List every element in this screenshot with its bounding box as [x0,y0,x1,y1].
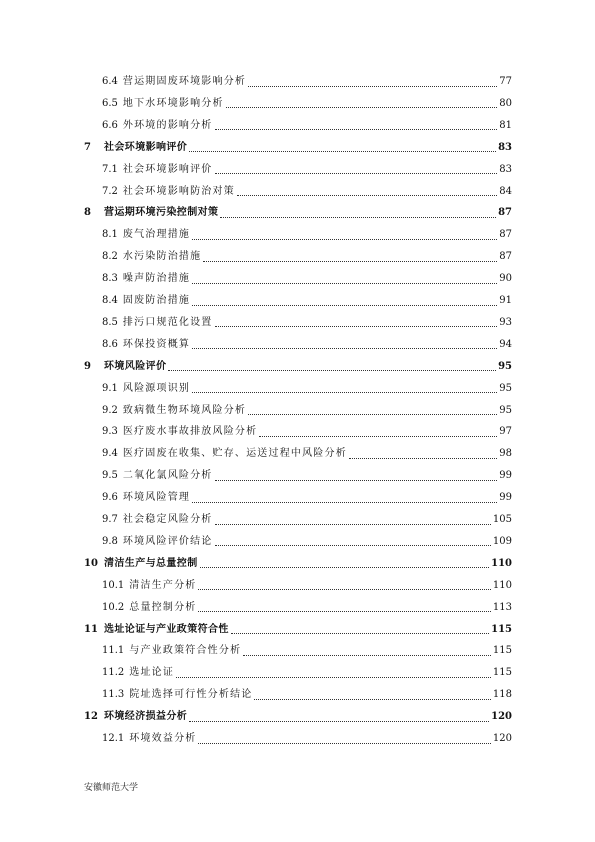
toc-dot-leader [248,86,497,87]
toc-section-row[interactable] [102,663,512,683]
toc-chapter-row[interactable] [84,620,512,640]
toc-section-row[interactable] [102,576,512,596]
toc-dot-leader [176,677,491,678]
toc-number: 9.1 [102,382,118,394]
toc-dot-leader [189,721,489,722]
toc-dot-leader [192,283,497,284]
toc-page-number: 94 [499,338,512,350]
toc-number: 8.6 [102,338,118,350]
toc-number: 9.7 [102,514,118,525]
toc-number: 11 [84,623,98,635]
toc-title: 排污口规范化设置 [122,316,213,328]
toc-title: 总量控制分析 [129,601,197,613]
toc-title: 医疗固废在收集、贮存、运送过程中风险分析 [122,448,347,460]
toc-section-row[interactable] [102,488,512,508]
toc-section-row[interactable] [102,225,512,245]
toc-title: 二氧化氯风险分析 [122,470,213,482]
toc-number: 9.3 [102,426,118,438]
toc-page-number: 115 [491,623,512,635]
toc-page-number: 83 [499,163,512,175]
toc-page-number: 99 [499,492,512,504]
toc-page-number: 87 [499,251,512,263]
toc-dot-leader [203,261,497,262]
toc-page-number: 91 [499,295,512,306]
toc-title: 固废防治措施 [122,295,191,306]
toc-title: 院址选择可行性分析结论 [129,689,253,701]
toc-number: 8.4 [102,295,118,306]
toc-section-row[interactable] [102,444,512,464]
toc-number: 9.5 [102,470,118,482]
toc-title: 选址论证 [129,667,175,679]
toc-number: 7.2 [102,185,118,197]
toc-page-number: 95 [499,404,512,416]
toc-number: 7 [84,141,91,153]
toc-page-number: 95 [498,360,512,372]
toc-chapter-row[interactable] [84,707,512,727]
toc-section-row[interactable] [102,685,512,705]
toc-title: 社会环境影响评价 [122,163,213,175]
toc-page-number: 105 [492,514,512,525]
toc-dot-leader [243,655,491,656]
toc-dot-leader [168,370,496,371]
toc-page-number: 83 [498,141,512,153]
toc-title: 地下水环境影响分析 [122,97,224,109]
toc-page-number: 109 [492,535,512,547]
toc-number: 12 [84,711,98,723]
toc-page-number: 84 [499,185,512,197]
toc-dot-leader [215,326,498,327]
toc-section-row[interactable] [102,182,512,202]
toc-section-row[interactable] [102,598,512,618]
toc-section-row[interactable] [102,160,512,180]
toc-number: 12.1 [102,733,125,744]
toc-page-number: 80 [499,97,512,109]
toc-section-row[interactable] [102,641,512,661]
toc-dot-leader [189,151,496,152]
toc-page-number: 120 [492,733,512,744]
toc-number: 8.1 [102,229,118,241]
toc-page-number: 99 [499,470,512,482]
toc-page-number: 90 [499,273,512,285]
toc-number: 10 [84,557,98,569]
toc-number: 8.5 [102,316,118,328]
toc-section-row[interactable] [102,247,512,267]
toc-title: 社会环境影响防治对策 [122,185,235,197]
toc-section-row[interactable] [102,335,512,355]
toc-title: 环境经济损益分析 [104,711,188,723]
toc-chapter-row[interactable] [84,203,512,223]
toc-page-number: 120 [491,711,512,723]
toc-number: 10.2 [102,601,125,613]
toc-section-row[interactable] [102,422,512,442]
toc-title: 水污染防治措施 [122,251,202,263]
toc-number: 6.4 [102,76,118,87]
toc-title: 环境效益分析 [129,733,197,744]
toc-number: 11.1 [102,645,125,657]
toc-section-row[interactable] [102,510,512,530]
toc-title: 环境风险管理 [122,492,191,504]
toc-title: 噪声防治措施 [122,273,191,285]
toc-title: 环境风险评价 [104,360,167,372]
toc-chapter-row[interactable] [84,357,512,377]
toc-dot-leader [215,129,498,130]
toc-dot-leader [200,567,490,568]
toc-dot-leader [198,611,490,612]
toc-number: 9.6 [102,492,118,504]
toc-dot-leader [226,107,498,108]
toc-section-row[interactable] [102,532,512,552]
toc-section-row[interactable] [102,729,512,749]
toc-section-row[interactable] [102,401,512,421]
toc-dot-leader [220,217,496,218]
toc-number: 9.8 [102,535,118,547]
toc-dot-leader [192,239,497,240]
toc-dot-leader [192,305,497,306]
toc-page-number: 113 [492,601,512,613]
toc-page-number: 98 [499,448,512,460]
toc-title: 环保投资概算 [122,338,191,350]
toc-page-number: 87 [498,207,512,219]
toc-page-number: 115 [492,645,512,657]
toc-title: 风险源项识别 [122,382,191,394]
toc-number: 8 [84,207,91,219]
toc-number: 6.5 [102,97,118,109]
toc-page-number: 87 [499,229,512,241]
toc-page-number: 81 [499,119,512,131]
toc-dot-leader [192,392,497,393]
toc-section-row[interactable] [102,466,512,486]
toc-title: 医疗废水事故排放风险分析 [122,426,258,438]
toc-number: 10.1 [102,579,125,591]
toc-dot-leader [215,480,498,481]
toc-section-row[interactable] [102,379,512,399]
toc-title: 环境风险评价结论 [122,535,213,547]
toc-number: 9 [84,360,91,372]
toc-title: 清洁生产与总量控制 [104,557,198,569]
toc-page-number: 95 [499,382,512,394]
toc-number: 6.6 [102,119,118,131]
toc-dot-leader [192,502,497,503]
toc-dot-leader [259,436,497,437]
toc-chapter-row[interactable] [84,554,512,574]
toc-number: 7.1 [102,163,118,175]
toc-dot-leader [349,458,497,459]
toc-section-row[interactable] [102,72,512,92]
toc-section-row[interactable] [102,116,512,136]
toc-page-number: 93 [499,316,512,328]
toc-dot-leader [192,348,497,349]
toc-title: 社会环境影响评价 [104,141,188,153]
toc-chapter-row[interactable] [84,138,512,158]
toc-number: 11.2 [102,667,125,679]
toc-number: 8.2 [102,251,118,263]
toc-title: 致病微生物环境风险分析 [122,404,247,416]
toc-title: 营运期固废环境影响分析 [122,76,247,87]
toc-dot-leader [231,633,489,634]
toc-dot-leader [215,524,491,525]
toc-title: 废气治理措施 [122,229,191,241]
toc-dot-leader [254,699,490,700]
toc-page-number: 110 [491,557,512,569]
toc-dot-leader [248,414,497,415]
toc-number: 11.3 [102,689,125,701]
toc-section-row[interactable] [102,269,512,289]
toc-dot-leader [215,545,491,546]
toc-section-row[interactable] [102,313,512,333]
toc-title: 清洁生产分析 [129,579,197,591]
toc-section-row[interactable] [102,291,512,311]
toc-dot-leader [198,743,490,744]
toc-page-number: 118 [492,689,512,701]
toc-title: 与产业政策符合性分析 [129,645,242,657]
toc-title: 营运期环境污染控制对策 [104,207,219,219]
toc-dot-leader [237,195,497,196]
toc-dot-leader [215,173,498,174]
toc-page-number: 115 [492,667,512,679]
toc-section-row[interactable] [102,94,512,114]
toc-page-number: 97 [499,426,512,438]
toc-number: 9.4 [102,448,118,460]
toc-page-number: 77 [499,76,512,87]
toc-number: 9.2 [102,404,118,416]
page-footer: 安徽师范大学 [84,783,139,793]
toc-title: 社会稳定风险分析 [122,514,213,525]
toc-title: 选址论证与产业政策符合性 [104,623,229,635]
toc-title: 外环境的影响分析 [122,119,213,131]
toc-number: 8.3 [102,273,118,285]
toc-page-number: 110 [492,579,512,591]
toc-dot-leader [198,589,490,590]
